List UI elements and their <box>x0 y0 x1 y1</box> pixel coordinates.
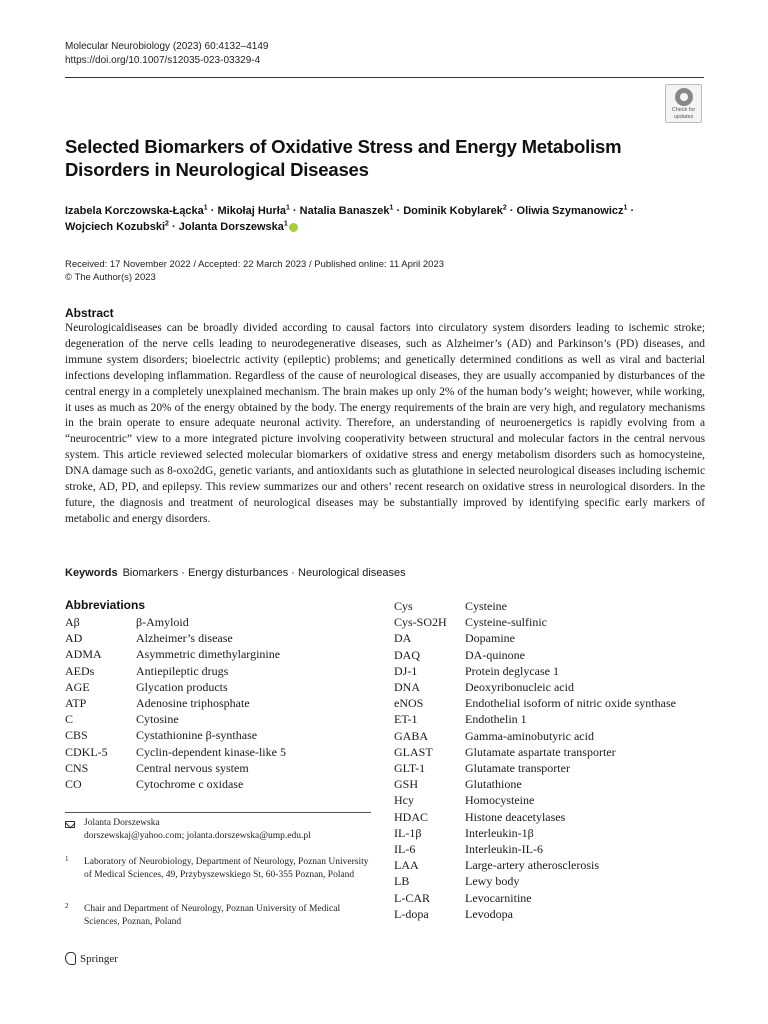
abbreviation-term: LAA <box>394 858 419 873</box>
abbreviation-definition: Glutamate aspartate transporter <box>465 744 616 759</box>
abbreviation-term: ATP <box>65 696 87 711</box>
keywords <box>65 567 406 579</box>
abbreviation-definition: Cyclin-dependent kinase-like 5 <box>136 744 286 759</box>
abbreviation-term: DAQ <box>394 647 420 662</box>
affiliation-1: Laboratory of Neurobiology, Department of Neurology, Poznan University of Medical Sciences, 49, Przybyszewskiego St, 60-355 Poznan, Poland <box>84 857 369 880</box>
author-name[interactable]: Oliwia Szymanowicz <box>516 205 624 217</box>
author-affiliation-mark: 1 <box>623 204 628 212</box>
abbreviation-definition: Glycation products <box>136 679 228 694</box>
abbreviation-term: GLAST <box>394 744 433 759</box>
abbreviation-term: GABA <box>394 728 429 743</box>
journal-citation: Molecular Neurobiology (2023) 60:4132–4149 <box>65 41 269 52</box>
abbreviation-term: GLT-1 <box>394 761 426 776</box>
abbreviation-term: Aβ <box>65 615 80 629</box>
abbreviation-term: ET-1 <box>394 712 418 727</box>
abbreviation-definition: Antiepileptic drugs <box>136 663 229 678</box>
abbreviation-row <box>394 890 676 906</box>
corresponding-author-name: Jolanta Dorszewska <box>84 818 160 828</box>
abbreviation-term: eNOS <box>394 696 424 711</box>
keywords-label: Keywords <box>65 567 118 579</box>
abbreviation-definition: Deoxyribonucleic acid <box>465 680 574 695</box>
abbreviations-left-column <box>65 614 286 792</box>
abbreviation-term: Hcy <box>394 793 414 808</box>
abbreviation-term: L-CAR <box>394 890 430 905</box>
badge-text-1: Check for <box>671 107 696 113</box>
abbreviation-row <box>394 776 676 792</box>
abbreviation-row <box>65 760 286 776</box>
author-name[interactable]: Dominik Kobylarek <box>403 205 503 217</box>
footnote-rule <box>65 812 371 813</box>
abbreviation-term: GSH <box>394 777 419 792</box>
abbreviation-term: AEDs <box>65 663 95 678</box>
abbreviation-term: CBS <box>65 728 88 743</box>
abbreviation-row <box>394 647 676 663</box>
corresponding-author-email[interactable]: dorszewskaj@yahoo.com; jolanta.dorszewska@ump.edu.pl <box>84 831 311 841</box>
author-separator: · <box>506 205 517 217</box>
abbreviation-row <box>394 663 676 679</box>
abbreviation-term: DJ-1 <box>394 663 418 678</box>
abbreviation-definition: Cysteine <box>465 599 507 613</box>
abstract-heading: Abstract <box>65 306 114 320</box>
abbreviation-row <box>65 614 286 630</box>
publication-dates: Received: 17 November 2022 / Accepted: 22 March 2023 / Published online: 11 April 2023 <box>65 259 445 270</box>
author-affiliation-mark: 2 <box>165 220 169 228</box>
abbreviation-row <box>65 630 286 646</box>
abbreviation-definition: Interleukin-1β <box>465 825 534 840</box>
author-name[interactable]: Wojciech Kozubski <box>65 221 166 233</box>
abbreviation-definition: DA-quinone <box>465 647 525 662</box>
abbreviation-row <box>394 728 676 744</box>
abbreviation-row <box>394 825 676 841</box>
publisher-footer <box>65 952 118 965</box>
author-affiliation-mark: 1 <box>389 204 394 212</box>
abbreviation-definition: Adenosine triphosphate <box>136 696 250 711</box>
abbreviation-term: HDAC <box>394 809 429 824</box>
abbreviation-row <box>394 760 676 776</box>
abbreviation-definition: Alzheimer’s disease <box>136 631 233 646</box>
author-separator: · <box>393 205 404 217</box>
abbreviation-definition: Protein deglycase 1 <box>465 663 559 678</box>
journal-header <box>65 40 268 68</box>
abbreviation-definition: Endothelial isoform of nitric oxide synthase <box>465 696 676 711</box>
abbreviation-term: IL-6 <box>394 842 416 857</box>
abbreviation-row <box>394 679 676 695</box>
email-icon <box>65 821 75 828</box>
abbreviation-definition: Homocysteine <box>465 793 535 808</box>
abbreviation-definition: Central nervous system <box>136 760 249 775</box>
abbreviation-definition: Gamma-aminobutyric acid <box>465 728 594 743</box>
author-name[interactable]: Mikołaj Hurła <box>217 205 286 217</box>
author-separator: · <box>207 205 218 217</box>
abbreviation-definition: β-Amyloid <box>136 615 189 629</box>
author-separator: · <box>627 205 635 217</box>
abbreviation-row <box>394 711 676 727</box>
abbreviation-definition: Asymmetric dimethylarginine <box>136 647 281 662</box>
abbreviation-row <box>65 744 286 760</box>
abbreviation-term: Cys <box>394 599 413 613</box>
author-separator: · <box>289 205 300 217</box>
abbreviation-definition: Cytochrome c oxidase <box>136 777 244 792</box>
abbreviation-definition: Cytosine <box>136 712 179 727</box>
badge-text-2: updates <box>673 114 694 120</box>
abbreviation-row <box>394 614 676 630</box>
abbreviation-definition: Cysteine-sulfinic <box>465 615 547 630</box>
abbreviation-term: CNS <box>65 760 89 775</box>
author-name[interactable]: Natalia Banaszek <box>299 205 390 217</box>
abbreviations-right-column <box>394 598 676 922</box>
abbreviation-term: ADMA <box>65 647 102 662</box>
author-separator: · <box>168 221 179 233</box>
abbreviation-definition: Levocarnitine <box>465 890 532 905</box>
abbreviation-term: IL-1β <box>394 825 422 840</box>
abbreviation-term: CO <box>65 777 82 792</box>
abbreviation-row <box>394 873 676 889</box>
doi-link[interactable]: https://doi.org/10.1007/s12035-023-03329-4 <box>65 55 261 66</box>
abbreviation-row <box>65 711 286 727</box>
author-affiliation-mark: 2 <box>502 204 507 212</box>
abbreviation-term: Cys-SO2H <box>394 615 447 630</box>
abstract-text: Neurologicaldiseases can be broadly divided according to causal factors into circulatory system disorders leading to ischemic stroke; degeneration of the nerve cells leading to neurodegenerative diseases, such as Alzheimer’s (AD) and Parkinson’s (PD) diseases, and immune system disorders; bioelectric activity (epileptic) problems; and genetically determined conditions as well as viral and bacterial infections developing inflammation. Regardless of the cause of neurological diseases, they are usually accompanied by disturbances of the central energy in a completely unexplained mechanism. The brain makes up only 2% of the human body’s weight; however, while working, it uses as much as 20% of the energy obtained by the body. The energy requirements of the brain are very high, and regulatory mechanisms in the brain operate to ensure adequate neuronal activity. Therefore, an understanding of neuroenergetics is rapidly evolving from a “neurocentric” view to a more integrated picture involving cooperativity between structural and molecular factors in the central nervous system. This article reviewed selected molecular biomarkers of oxidative stress and energy metabolism disorders such as homocysteine, DNA damage such as 8-oxo2dG, genetic variants, and antioxidants such as glutathione in selected neurological diseases including ischemic stroke, AD, PD, and epilepsy. This review summarizes our and others’ recent research on oxidative stress in neurological disorders. In the future, the diagnosis and treatment of neurological diseases may be substantially improved by identifying specific early markers of metabolic and energy disorders. <box>65 322 705 525</box>
header-rule <box>65 77 704 78</box>
check-for-updates-badge[interactable] <box>665 84 702 123</box>
abbreviation-row <box>65 663 286 679</box>
keywords-text: Biomarkers · Energy disturbances · Neurological diseases <box>122 567 406 579</box>
author-affiliation-mark: 1 <box>203 204 208 212</box>
abbreviation-row <box>65 646 286 662</box>
author-affiliation-mark: 1 <box>285 204 290 212</box>
check-updates-icon <box>675 88 693 106</box>
abbreviation-row <box>394 744 676 760</box>
author-affiliation-mark: 1 <box>283 220 288 228</box>
abbreviation-row <box>65 679 286 695</box>
author-list <box>65 203 705 235</box>
article-dates <box>65 258 444 284</box>
copyright: © The Author(s) 2023 <box>65 272 156 283</box>
abbreviation-row <box>394 809 676 825</box>
affiliation-1-number: 1 <box>65 855 69 863</box>
abbreviation-row <box>394 792 676 808</box>
abbreviation-term: AGE <box>65 679 90 694</box>
abbreviation-term: AD <box>65 631 83 646</box>
abbreviation-term: C <box>65 712 74 727</box>
affiliation-2-number: 2 <box>65 902 69 910</box>
abbreviation-definition: Cystathionine β-synthase <box>136 728 258 743</box>
article-title: Selected Biomarkers of Oxidative Stress and Energy Metabolism Disorders in Neurological Diseases <box>65 136 622 180</box>
abbreviation-definition: Lewy body <box>465 874 520 889</box>
abbreviation-definition: Glutathione <box>465 777 522 792</box>
abbreviation-definition: Large-artery atherosclerosis <box>465 858 600 873</box>
abbreviation-row <box>65 695 286 711</box>
abbreviation-row <box>394 598 676 614</box>
abbreviation-definition: Glutamate transporter <box>465 761 570 776</box>
author-name[interactable]: Jolanta Dorszewska <box>178 221 284 233</box>
corresponding-author <box>84 817 311 843</box>
abbreviation-row <box>394 630 676 646</box>
abbreviation-row <box>394 695 676 711</box>
abbreviation-term: L-dopa <box>394 906 429 921</box>
abbreviation-term: LB <box>394 874 410 889</box>
abbreviation-row <box>65 776 286 792</box>
abbreviation-definition: Interleukin-IL-6 <box>465 842 543 857</box>
affiliation-2: Chair and Department of Neurology, Poznan University of Medical Sciences, Poznan, Poland <box>84 904 341 927</box>
abbreviation-definition: Endothelin 1 <box>465 712 527 727</box>
abbreviation-term: DNA <box>394 680 420 695</box>
abbreviation-term: DA <box>394 631 412 646</box>
abbreviation-definition: Dopamine <box>465 631 515 646</box>
publisher-name: Springer <box>80 952 118 965</box>
springer-logo-icon <box>65 952 76 965</box>
author-name[interactable]: Izabela Korczowska-Łącka <box>65 205 204 217</box>
abbreviation-definition: Histone deacetylases <box>465 809 566 824</box>
orcid-icon[interactable] <box>289 223 298 232</box>
abbreviations-heading: Abbreviations <box>65 598 146 612</box>
abbreviation-row <box>65 727 286 743</box>
abbreviation-row <box>394 906 676 922</box>
abbreviation-row <box>394 857 676 873</box>
abbreviation-term: CDKL-5 <box>65 744 108 759</box>
abbreviation-row <box>394 841 676 857</box>
abbreviation-definition: Levodopa <box>465 906 513 921</box>
